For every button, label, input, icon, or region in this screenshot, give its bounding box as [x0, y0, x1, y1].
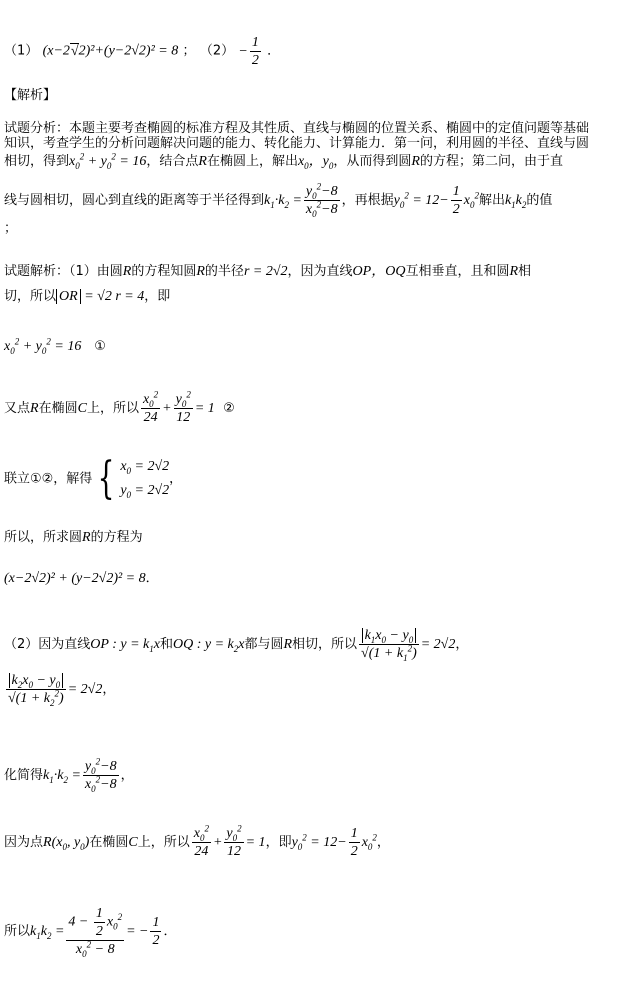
part2-line-3: 化简得$k_1\cdot k_2$ = $\frac{y_0^2-8}{x_0^2-8}$ ， — [4, 756, 134, 794]
analysis-line-4: 线与圆相切，圆心到直线的距离等于半径得到$k_1\cdot k_2$ = $\frac{y_0^2-8}{x_0^2-8}$ ，再根据$y_0^2 = 12-$ $\frac{1}{2}$ $x_0^2$解出$k_1k_2$的值 — [4, 181, 553, 219]
solution-line-3: 又点R在椭圆C上，所以 $\frac{x_0^2}{24}$ + $\frac{y_0^2}{12}$ = 1 ② — [4, 389, 235, 425]
analysis-line-5: ； — [4, 221, 18, 236]
part2-line-4: 因为点$R(x_0$, $y_0$)在椭圆C上，所以 $\frac{x_0^2}{24}$ + $\frac{y_0^2}{12}$ = 1，即$y_0^2 = 12-$ $\frac{1}{2}$ $x_0^2$， — [4, 823, 390, 859]
equation-1: $x_0^2 + y_0^2 = 16$ ① — [4, 336, 106, 356]
jiexi-heading: 【解析】 — [4, 88, 57, 103]
answer-separator: ； — [182, 43, 196, 59]
answer-part2-label: （2） — [199, 43, 235, 59]
answer-end: ． — [267, 43, 281, 59]
solution-line-2: 切，所以 OR = √2 r = 4，即 — [4, 289, 171, 304]
circle-equation: (x−2√2)² + (y−2√2)² = 8． — [4, 571, 159, 586]
solution-line-4: 联立①②，解得 { $x_0 = 2√2$ $y_0 = 2√2$ ， — [4, 453, 183, 504]
part2-line-1: （2）因为直线OP : $y = k_1x$和OQ : $y = k_2x$都与圆R相切，所以 $\frac{k_1x_0 - y_0}{√(1 + k_1^2)}$ = 2√2， — [4, 628, 469, 663]
part2-line-2: $\frac{k_2x_0 - y_0}{√(1 + k_2^2)}$ = 2√2， — [8, 673, 116, 708]
answer-part1-equation: (x−2√2)²+(y−2√2)² = 8 — [42, 43, 179, 59]
answer-part1-label: （1） — [4, 43, 39, 59]
analysis-line-2: 知识，考查学生的分析问题解决问题的能力、转化能力、计算能力．第一问，利用圆的半径、直线与圆 — [4, 136, 590, 151]
solution-line-1: 试题解析：（1）由圆R的方程知圆R的半径r = 2√2，因为直线OP，OQ互相垂直，且和圆R相 — [4, 264, 532, 279]
analysis-line-1: 试题分析：本题主要考查椭圆的标准方程及其性质、直线与椭圆的位置关系、椭圆中的定值问题等基础 — [4, 121, 590, 136]
part2-line-5: 所以$k_1k_2$ = 4 − $\frac{1}{2}$ $x_0^2$ $x_0^2 - 8$ = − $\frac{1}{2}$ ． — [4, 906, 177, 959]
analysis-line-3: 相切，得到$x_0^2 + y_0^2 = 16$，结合点R在椭圆上，解出$x_0$，$y_0$，从而得到圆R的方程；第二问，由于直 — [4, 151, 563, 171]
answer-part2-value: − $\frac{1}{2}$ — [238, 35, 259, 68]
solution-line-5: 所以，所求圆R的方程为 — [4, 530, 143, 545]
answer-line — [4, 34, 626, 69]
